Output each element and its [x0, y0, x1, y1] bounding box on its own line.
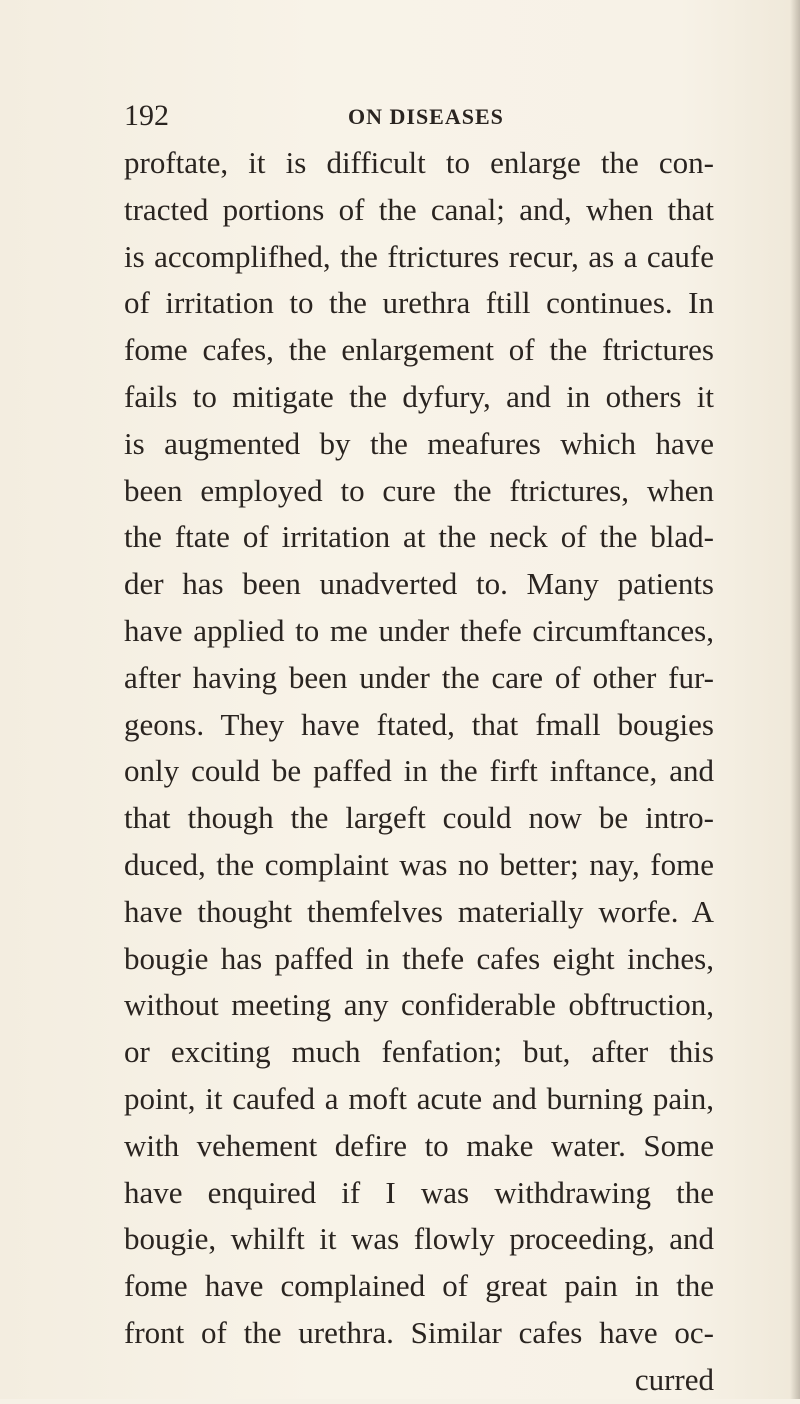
body-text — [124, 140, 714, 1404]
text-line: after having been under the care of other fur- — [124, 659, 714, 695]
page-header — [124, 98, 704, 134]
text-line: tracted portions of the canal; and, when that — [124, 191, 714, 227]
running-head: ON DISEASES — [348, 104, 504, 129]
text-line: that though the largeft could now be intro- — [124, 800, 714, 836]
text-line: fome cafes, the enlargement of the ftrictures — [124, 332, 714, 368]
text-line: proftate, it is difficult to enlarge the con- — [124, 145, 714, 180]
text-line: the ftate of irritation at the neck of the blad- — [124, 519, 714, 555]
text-line: fails to mitigate the dyfury, and in others it — [124, 378, 714, 414]
text-line: is augmented by the meafures which have — [124, 425, 714, 461]
text-line: without meeting any confiderable obftruction, — [124, 987, 714, 1023]
text-line: have enquired if I was withdrawing the — [124, 1174, 714, 1210]
text-line: of irritation to the urethra ftill continues. In — [124, 285, 714, 321]
text-line: have applied to me under thefe circumftances, — [124, 612, 714, 648]
text-line: point, it caufed a moft acute and burning pain, — [124, 1080, 714, 1116]
text-line: with vehement defire to make water. Some — [124, 1127, 714, 1163]
text-line: or exciting much fenfation; but, after this — [124, 1034, 714, 1070]
text-line: been employed to cure the ftrictures, when — [124, 472, 714, 508]
text-line: bougie, whilft it was flowly proceeding, and — [124, 1221, 714, 1257]
text-line: duced, the complaint was no better; nay, fome — [124, 846, 714, 882]
catchword: curred — [634, 1361, 714, 1397]
text-line: is accomplifhed, the ftrictures recur, as a caufe — [124, 238, 714, 274]
text-line: der has been unadverted to. Many patients — [124, 566, 714, 602]
text-line: fome have complained of great pain in the — [124, 1268, 714, 1304]
text-line: front of the urethra. Similar cafes have oc- — [124, 1314, 714, 1350]
text-line: geons. They have ftated, that fmall bougies — [124, 706, 714, 742]
text-line: have thought themfelves materially worfe. A — [124, 893, 714, 929]
page-edge-shadow — [790, 0, 800, 1399]
text-line: bougie has paffed in thefe cafes eight inches, — [124, 940, 714, 976]
page-number: 192 — [124, 99, 169, 132]
text-line: only could be paffed in the firft inftance, and — [124, 753, 714, 789]
